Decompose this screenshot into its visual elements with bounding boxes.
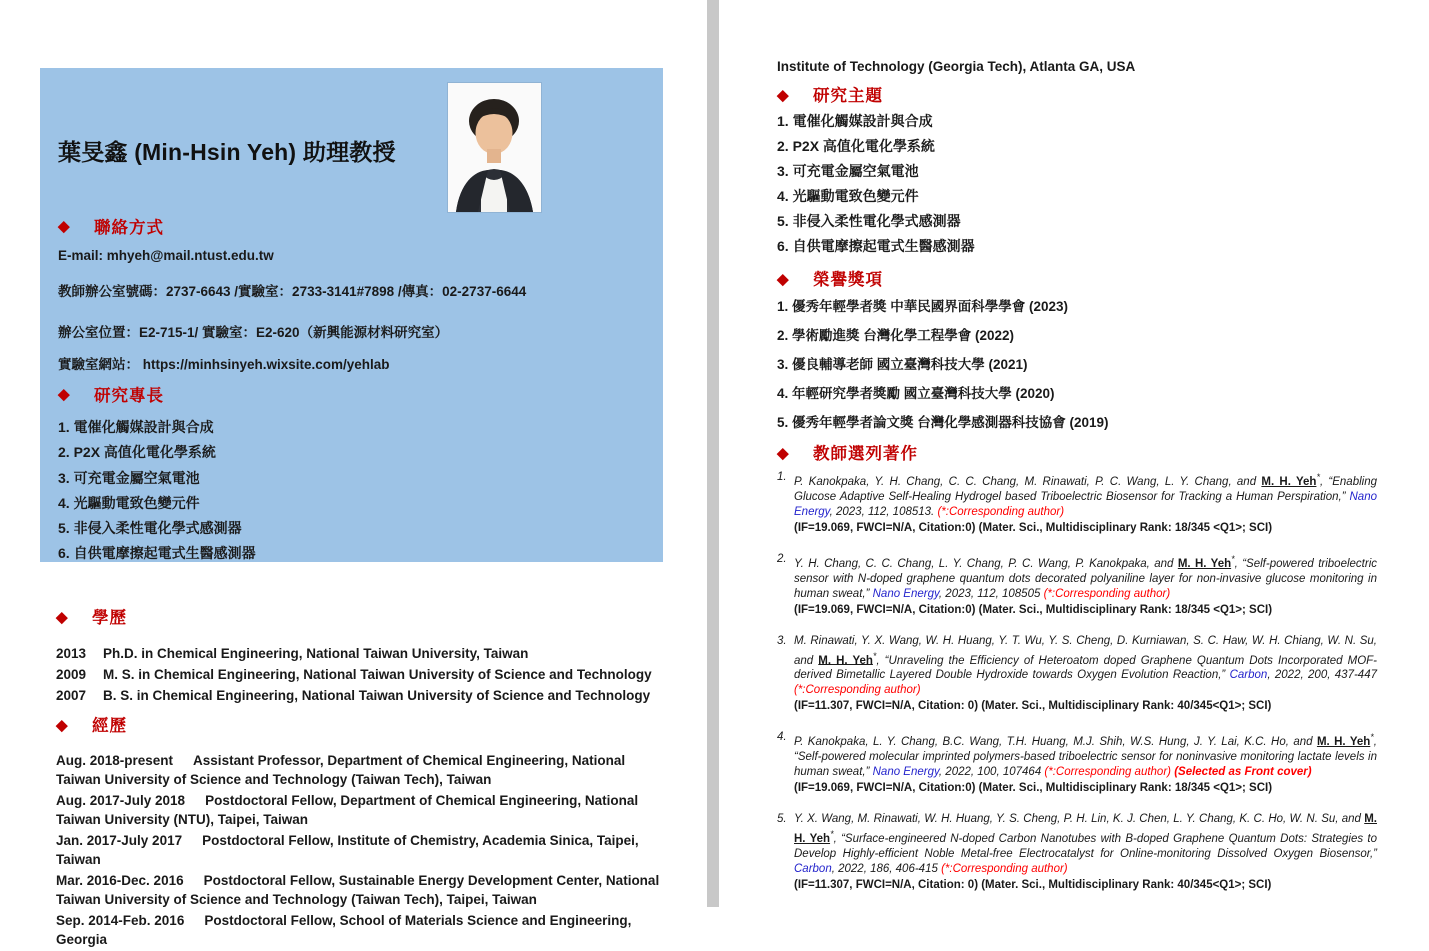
publication-info: , 2023, 112, 108513. bbox=[829, 505, 938, 518]
office-location-line: 辦公室位置：E2-715-1/ 實驗室：E2-620（新興能源材料研究室） bbox=[58, 325, 449, 340]
section-header-topics bbox=[777, 85, 1377, 107]
publication-number: 3. bbox=[777, 634, 787, 647]
publication-metrics: (IF=19.069, FWCI=N/A, Citation:0) (Mater. Sci., Multidisciplinary Rank: 18/345 <Q1>; SCI) bbox=[794, 603, 1273, 616]
publication-metrics: (IF=11.307, FWCI=N/A, Citation: 0) (Mater. Sci., Multidisciplinary Rank: 40/345<Q1>; SCI) bbox=[794, 700, 1272, 713]
publication-body bbox=[794, 634, 1377, 715]
experience-entry bbox=[56, 791, 663, 829]
corresponding-note: (*:Corresponding author) bbox=[937, 505, 1065, 518]
section-title: 學歷 bbox=[92, 609, 127, 627]
section-header-experience bbox=[56, 715, 663, 737]
publication-title: , “Unraveling the Efficiency of Heteroatom doped Graphene Quantum Dots Incorporated MOF-derived Bimetallic Layered Double Hydroxide towards Oxygen Evolution Reaction,” bbox=[794, 654, 1377, 682]
experience-period: Jan. 2017-July 2017 bbox=[56, 833, 183, 848]
award-item: 3. 優良輔導老師 國立臺灣科技大學 (2021) bbox=[777, 357, 1028, 372]
specialty-item: 4. 光驅動電致色變元件 bbox=[58, 495, 200, 511]
publication-metrics: (IF=19.069, FWCI=N/A, Citation:0) (Mater. Sci., Multidisciplinary Rank: 18/345 <Q1>; SCI) bbox=[794, 782, 1273, 795]
diamond-bullet-icon: ◆ bbox=[777, 87, 789, 104]
experience-entry bbox=[56, 831, 663, 869]
publication-authors: P. Kanokpaka, L. Y. Chang, B.C. Wang, T.H. Huang, M.J. Shih, W.S. Hung, J. Y. Lai, K.C. Ho, and bbox=[794, 736, 1317, 749]
specialty-item: 3. 可充電金屬空氣電池 bbox=[58, 470, 200, 486]
journal-name: Nano Energy bbox=[872, 587, 939, 600]
topic-item: 2. P2X 高值化電化學系統 bbox=[777, 138, 935, 154]
section-title: 教師選列著作 bbox=[813, 445, 918, 463]
topic-item: 6. 自供電摩擦起電式生醫感測器 bbox=[777, 238, 975, 254]
section-title: 研究專長 bbox=[94, 387, 164, 405]
section-title: 聯絡方式 bbox=[94, 219, 164, 237]
award-item: 2. 學術勵進獎 台灣化學工程學會 (2022) bbox=[777, 328, 1015, 343]
journal-name: Nano Energy bbox=[872, 766, 939, 779]
experience-continuation: Institute of Technology (Georgia Tech), Atlanta GA, USA bbox=[777, 59, 1136, 74]
asterisk-mark: * bbox=[1316, 472, 1320, 482]
asterisk-mark: * bbox=[1370, 732, 1374, 743]
education-experience-block bbox=[56, 607, 663, 951]
corresponding-author: M. H. Yeh bbox=[1316, 736, 1371, 749]
publication-item bbox=[777, 634, 1377, 715]
corresponding-author: M. H. Yeh bbox=[1261, 475, 1317, 488]
section-header-publications bbox=[777, 443, 1377, 465]
publication-item bbox=[777, 812, 1377, 893]
publication-info: , 2022, 200, 437-447 bbox=[1267, 669, 1377, 682]
diamond-bullet-icon: ◆ bbox=[58, 386, 70, 403]
publication-number: 1. bbox=[777, 471, 787, 483]
journal-name: Carbon bbox=[794, 863, 832, 876]
corresponding-note: (*:Corresponding author) bbox=[794, 684, 921, 697]
topic-item: 4. 光驅動電致色變元件 bbox=[777, 188, 919, 204]
publication-title: , “Self-powered triboelectric sensor with N-doped graphene quantum dots decorated polyaniline layer for non-invasive glucose monitoring in human sweat,” bbox=[794, 557, 1377, 600]
publication-metrics: (IF=11.307, FWCI=N/A, Citation: 0) (Mater. Sci., Multidisciplinary Rank: 40/345<Q1>; SCI) bbox=[794, 879, 1272, 892]
experience-description: Postdoctoral Fellow, Sustainable Energy Development Center, National Taiwan University of Science and Technology (Taiwan Tech), Taipei, Taiwan bbox=[56, 873, 660, 907]
publication-info: , 2022, 100, 107464 bbox=[938, 766, 1045, 779]
email-line: E-mail: mhyeh@mail.ntust.edu.tw bbox=[58, 248, 274, 263]
front-cover-note: (Selected as Front cover) bbox=[1171, 766, 1312, 779]
lab-website-line[interactable]: 實驗室網站： https://minhsinyeh.wixsite.com/yehlab bbox=[58, 357, 390, 372]
publication-info: , 2023, 112, 108505 bbox=[938, 587, 1044, 600]
experience-period: Mar. 2016-Dec. 2016 bbox=[56, 873, 184, 888]
experience-period: Aug. 2017-July 2018 bbox=[56, 793, 186, 808]
award-list bbox=[777, 298, 1377, 431]
education-year: 2009 bbox=[56, 667, 87, 682]
publication-body bbox=[794, 812, 1377, 893]
publication-title: , “Enabling Glucose Adaptive Self-Healing Hydrogel based Triboelectric Biosensor for Tracking a Human Perspiration,” bbox=[794, 475, 1378, 503]
publication-info: , 2022, 186, 406-415 bbox=[831, 863, 942, 876]
diamond-bullet-icon: ◆ bbox=[777, 445, 789, 462]
publication-number: 4. bbox=[777, 731, 787, 744]
diamond-bullet-icon: ◆ bbox=[56, 609, 68, 626]
topic-item: 5. 非侵入柔性電化學式感測器 bbox=[777, 213, 961, 229]
corresponding-note: (*:Corresponding author) bbox=[1044, 766, 1171, 779]
section-header-contact bbox=[58, 214, 164, 238]
publication-number: 5. bbox=[777, 813, 787, 826]
education-row bbox=[56, 664, 663, 685]
page-1 bbox=[0, 0, 707, 947]
publication-body bbox=[794, 730, 1377, 796]
publication-citation bbox=[794, 812, 1377, 877]
experience-period: Sep. 2014-Feb. 2016 bbox=[56, 913, 185, 928]
diamond-bullet-icon: ◆ bbox=[58, 218, 70, 235]
journal-name: Carbon bbox=[1229, 669, 1268, 682]
specialty-item: 2. P2X 高值化電化學系統 bbox=[58, 444, 216, 460]
experience-description: Assistant Professor, Department of Chemical Engineering, National Taiwan University of Science and Technology (Taiwan Tech), Taiwan bbox=[56, 753, 626, 787]
topic-list bbox=[777, 113, 1377, 255]
page-2 bbox=[719, 0, 1429, 907]
experience-entry bbox=[56, 751, 663, 789]
profile-photo bbox=[448, 83, 541, 212]
education-year: 2007 bbox=[56, 688, 87, 703]
publication-citation bbox=[794, 470, 1377, 520]
publication-number: 2. bbox=[777, 552, 787, 565]
publication-authors: Y. X. Wang, M. Rinawati, W. H. Huang, Y. S. Cheng, P. H. Lin, K. J. Chen, L. Y. Chang, K. C. Ho, W. N. Su, and bbox=[794, 813, 1365, 826]
publication-body bbox=[794, 552, 1377, 618]
phone-line: 教師辦公室號碼：2737-6643 /實驗室：2733-3141#7898 /傳真：02-2737-6644 bbox=[58, 284, 527, 299]
specialty-item: 5. 非侵入柔性電化學式感測器 bbox=[58, 520, 242, 536]
publication-citation bbox=[794, 730, 1377, 780]
profile-card bbox=[40, 68, 663, 562]
diamond-bullet-icon: ◆ bbox=[56, 717, 68, 734]
asterisk-mark: * bbox=[1231, 553, 1235, 564]
publication-citation bbox=[794, 634, 1377, 699]
education-degree: Ph.D. in Chemical Engineering, National Taiwan University, Taiwan bbox=[103, 646, 529, 661]
corresponding-author: M. H. Yeh bbox=[794, 813, 1377, 846]
section-title: 經歷 bbox=[92, 717, 127, 735]
publication-title: , “Self-powered molecular imprinted polymers-based triboelectric sensor for noninvasive monitoring lactate levels in human sweat,” bbox=[794, 736, 1377, 779]
education-row bbox=[56, 643, 663, 664]
specialty-item: 1. 電催化觸媒設計與合成 bbox=[58, 419, 214, 435]
publication-authors: P. Kanokpaka, Y. H. Chang, C. C. Chang, M. Rinawati, P. C. Wang, L. Y. Chang, and bbox=[794, 475, 1262, 488]
asterisk-mark: * bbox=[830, 829, 834, 840]
experience-description: Postdoctoral Fellow, Department of Chemical Engineering, National Taiwan University (NTU), Taipei, Taiwan bbox=[56, 793, 639, 827]
publication-authors: M. Rinawati, Y. X. Wang, W. H. Huang, Y. T. Wu, Y. S. Cheng, D. Kurniawan, S. C. Haw, W. H. Chiang, W. N. Su, and bbox=[794, 634, 1377, 667]
experience-entry bbox=[56, 871, 663, 909]
publication-item bbox=[777, 552, 1377, 618]
section-header-awards bbox=[777, 269, 1377, 291]
education-degree: M. S. in Chemical Engineering, National Taiwan University of Science and Technology bbox=[103, 667, 652, 682]
topic-item: 1. 電催化觸媒設計與合成 bbox=[777, 113, 933, 129]
topic-item: 3. 可充電金屬空氣電池 bbox=[777, 163, 919, 179]
specialty-item: 6. 自供電摩擦起電式生醫感測器 bbox=[58, 545, 256, 561]
education-year: 2013 bbox=[56, 646, 87, 661]
publication-citation bbox=[794, 552, 1377, 602]
experience-description: Postdoctoral Fellow, School of Materials Science and Engineering, Georgia bbox=[56, 913, 632, 947]
corresponding-author: M. H. Yeh bbox=[818, 654, 873, 667]
portrait-illustration bbox=[448, 83, 541, 212]
publication-authors: Y. H. Chang, C. C. Chang, L. Y. Chang, P. C. Wang, P. Kanokpaka, and bbox=[794, 557, 1178, 570]
publication-metrics: (IF=19.069, FWCI=N/A, Citation:0) (Mater. Sci., Multidisciplinary Rank: 18/345 <Q1>; SCI) bbox=[794, 521, 1273, 534]
experience-period: Aug. 2018-present bbox=[56, 753, 174, 768]
experience-entry bbox=[56, 911, 663, 949]
corresponding-note: (*:Corresponding author) bbox=[941, 863, 1068, 876]
award-item: 4. 年輕研究學者獎勵 國立臺灣科技大學 (2020) bbox=[777, 386, 1055, 401]
corresponding-author: M. H. Yeh bbox=[1177, 557, 1232, 570]
professor-name: 葉旻鑫 (Min-Hsin Yeh) 助理教授 bbox=[58, 139, 396, 165]
page-gap-divider bbox=[707, 0, 719, 907]
asterisk-mark: * bbox=[872, 650, 877, 661]
page-2-content bbox=[777, 58, 1377, 909]
award-item: 1. 優秀年輕學者獎 中華民國界面科學學會 (2023) bbox=[777, 299, 1069, 314]
publication-title: , “Surface-engineered N-doped Carbon Nanotubes with B-doped Graphene Quantum Dots: Strategies to Develop Highly-efficient Noble Metal-free Electrocatalyst for Online-monitoring Dissolved Oxygen Biosensor,” bbox=[794, 833, 1377, 861]
section-title: 榮譽獎項 bbox=[813, 271, 883, 289]
journal-name: Nano Energy bbox=[794, 490, 1377, 518]
corresponding-note: (*:Corresponding author) bbox=[1043, 587, 1171, 600]
section-header-specialties bbox=[58, 382, 164, 406]
publication-body bbox=[794, 470, 1377, 536]
publication-item bbox=[777, 730, 1377, 796]
section-title: 研究主題 bbox=[813, 87, 883, 105]
education-row bbox=[56, 685, 663, 706]
publication-list bbox=[777, 470, 1377, 893]
education-degree: B. S. in Chemical Engineering, National Taiwan University of Science and Technology bbox=[103, 688, 651, 703]
award-item: 5. 優秀年輕學者論文獎 台灣化學感測器科技協會 (2019) bbox=[777, 415, 1109, 430]
experience-description: Postdoctoral Fellow, Institute of Chemistry, Academia Sinica, Taipei, Taiwan bbox=[56, 833, 639, 867]
diamond-bullet-icon: ◆ bbox=[777, 271, 789, 288]
publication-item bbox=[777, 470, 1377, 536]
section-header-education bbox=[56, 607, 663, 629]
